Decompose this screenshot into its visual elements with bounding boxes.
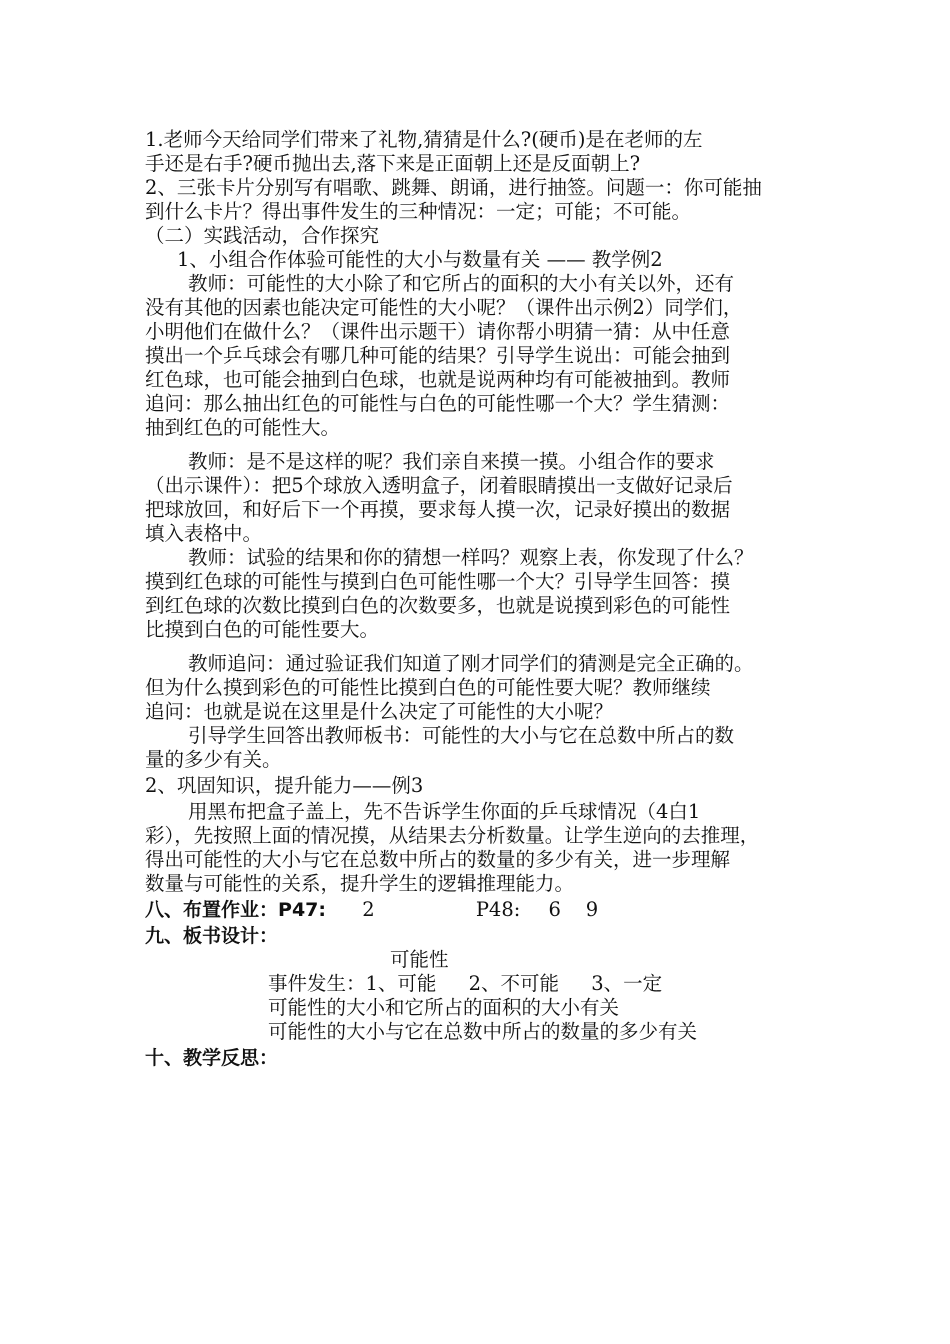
text-line: 没有其他的因素也能决定可能性的大小呢？（课件出示例2）同学们， — [145, 296, 743, 319]
text-line: 数量与可能性的关系，提升学生的逻辑推理能力。 — [145, 872, 575, 895]
board-event-2: 2、不可能 — [468, 972, 560, 995]
text-line: 小明他们在做什么？（课件出示题干）请你帮小明猜一猜：从中任意 — [145, 320, 731, 343]
text-line: 但为什么摸到彩色的可能性比摸到白色的可能性要大呢？教师继续 — [145, 676, 711, 699]
homework-page-2: P48: — [475, 898, 521, 921]
board-heading: 九、板书设计： — [145, 925, 279, 947]
reflection-heading: 十、教学反思： — [145, 1047, 279, 1069]
subsection-heading: 1、小组合作体验可能性的大小与数量有关 —— 教学例2 — [177, 248, 663, 271]
homework-heading: 八、布置作业： — [145, 899, 279, 921]
section-heading: （二）实践活动，合作探究 — [145, 224, 380, 247]
homework-page-1: P47: — [278, 899, 326, 921]
text-line: 摸出一个乒乓球会有哪几种可能的结果？引导学生说出：可能会抽到 — [145, 344, 731, 367]
text-line: 追问：也就是说在这里是什么决定了可能性的大小呢？ — [145, 700, 614, 723]
text-line: 到红色球的次数比摸到白色的次数要多，也就是说摸到彩色的可能性 — [145, 594, 731, 617]
text-line: 抽到红色的可能性大。 — [145, 416, 341, 439]
board-events — [268, 972, 662, 996]
text-line: 摸到红色球的可能性与摸到白色可能性哪一个大？引导学生回答：摸 — [145, 570, 731, 593]
text-line: （出示课件）：把5个球放入透明盒子，闭着眼睛摸出一支做好记录后 — [145, 474, 733, 497]
board-line-2: 可能性的大小与它在总数中所占的数量的多少有关 — [268, 1020, 698, 1043]
text-line: 彩），先按照上面的情况摸，从结果去分析数量。让学生逆向的去推理， — [145, 824, 760, 847]
text-line: 红色球，也可能会抽到白色球，也就是说两种均有可能被抽到。教师 — [145, 368, 731, 391]
text-line: 把球放回，和好后下一个再摸，要求每人摸一次，记录好摸出的数据 — [145, 498, 731, 521]
board-title: 可能性 — [390, 948, 449, 971]
board-line-1: 可能性的大小和它所占的面积的大小有关 — [268, 996, 620, 1019]
subsection-heading: 2、巩固知识，提升能力——例3 — [145, 774, 424, 797]
text-line: 得出可能性的大小与它在总数中所占的数量的多少有关，进一步理解 — [145, 848, 731, 871]
text-line: 追问：那么抽出红色的可能性与白色的可能性哪一个大？学生猜测： — [145, 392, 731, 415]
text-line: 手还是右手?硬币抛出去,落下来是正面朝上还是反面朝上? — [145, 152, 641, 175]
text-line: 填入表格中。 — [145, 522, 263, 545]
homework-items-1: 2 — [362, 898, 375, 921]
text-line: 1.老师今天给同学们带来了礼物,猜猜是什么?(硬币)是在老师的左 — [145, 128, 703, 151]
board-event-3: 3、一定 — [591, 972, 663, 995]
text-line: 教师追问：通过验证我们知道了刚才同学们的猜测是完全正确的。 — [188, 652, 754, 675]
text-line: 教师：试验的结果和你的猜想一样吗？观察上表，你发现了什么？ — [188, 546, 754, 569]
board-events-label: 事件发生： — [268, 972, 366, 995]
text-line: 量的多少有关。 — [145, 748, 282, 771]
homework-items-2: 6 9 — [548, 898, 599, 921]
board-event-1: 1、可能 — [365, 972, 437, 995]
text-line: 2、三张卡片分别写有唱歌、跳舞、朗诵，进行抽签。问题一：你可能抽 — [145, 176, 762, 199]
text-line: 到什么卡片？得出事件发生的三种情况：一定；可能；不可能。 — [145, 200, 692, 223]
homework-line — [145, 898, 825, 922]
text-line: 用黑布把盒子盖上，先不告诉学生你面的乒乓球情况（4白1 — [188, 800, 701, 823]
text-line: 教师：可能性的大小除了和它所占的面积的大小有关以外，还有 — [188, 272, 735, 295]
text-line: 教师：是不是这样的呢？我们亲自来摸一摸。小组合作的要求 — [188, 450, 715, 473]
text-line: 引导学生回答出教师板书：可能性的大小与它在总数中所占的数 — [188, 724, 735, 747]
text-line: 比摸到白色的可能性要大。 — [145, 618, 380, 641]
